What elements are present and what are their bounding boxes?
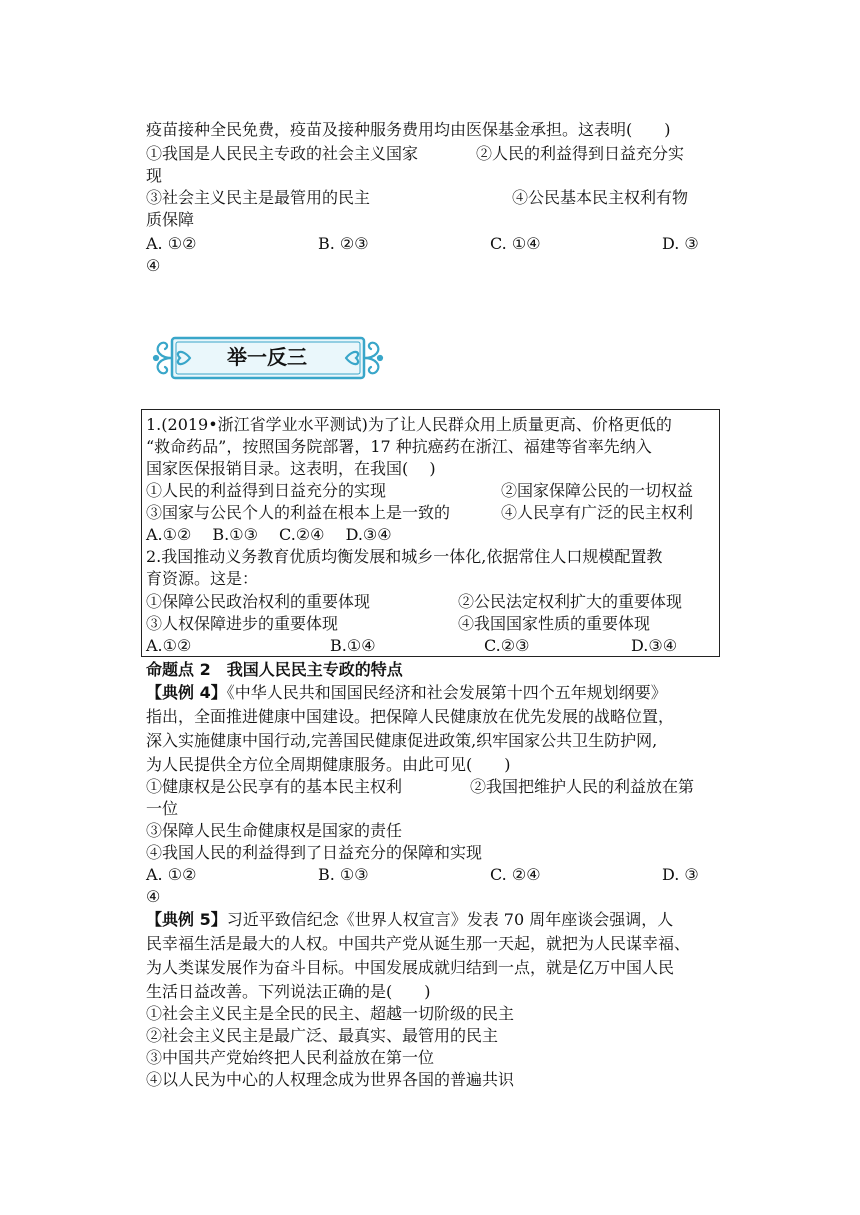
q2-choice-4: ④我国国家性质的重要体现 [458,614,651,633]
q2-choice-2: ②公民法定权利扩大的重要体现 [458,592,683,611]
option-a: A. ①② [146,234,197,253]
choice-4: ④公民基本民主权利有物 [512,188,689,207]
choice-4-wrap: 质保障 [146,210,195,229]
q2-option-b: B.①④ [330,636,376,655]
q1-choice-1: ①人民的利益得到日益充分的实现 [146,481,387,500]
example-4-option-d: D. ③ [662,865,699,884]
example-4-choice-1: ①健康权是公民享有的基本民主权利 [146,777,403,796]
option-d: D. ③ [662,234,699,253]
q1-options: A.①② B.①③ C.②④ D.③④ [146,525,392,544]
example-4-choice-4: ④我国人民的利益得到了日益充分的保障和实现 [146,843,483,862]
example-4-text: 《中华人民共和国国民经济和社会发展第十四个五年规划纲要》 [226,683,667,702]
q1-choice-3: ③国家与公民个人的利益在根本上是一致的 [146,503,451,522]
example-4-option-b: B. ①③ [318,865,369,884]
example-5-text: 习近平致信纪念《世界人权宣言》发表 70 周年座谈会强调，人 [226,910,674,929]
example-5-choice-3: ③中国共产党始终把人民利益放在第一位 [146,1048,435,1067]
choice-2-wrap: 现 [146,166,163,185]
example-5-first-line [146,909,673,931]
example-5-choice-2: ②社会主义民主是最广泛、最真实、最管用的民主 [146,1026,499,1045]
example-4-line-4: 为人民提供全方位全周期健康服务。由此可见( ) [146,755,511,774]
example-4-choice-2: ②我国把维护人民的利益放在第 [470,777,695,796]
q1-choice-4: ④人民享有广泛的民主权利 [501,503,694,522]
example-4-line-2: 指出，全面推进健康中国建设。把保障人民健康放在优先发展的战略位置， [146,707,675,726]
example-5-line-2: 民幸福生活是最大的人权。中国共产党从诞生那一天起，就把为人民谋幸福、 [146,934,691,953]
q2-option-c: C.②③ [484,636,530,655]
banner-title: 举一反三 [227,345,307,369]
option-c: C. ①④ [490,234,541,253]
example-5-choice-1: ①社会主义民主是全民的民主、超越一切阶级的民主 [146,1004,515,1023]
example-5-label: 【典例 5】 [146,910,227,929]
example-4-option-c: C. ②④ [490,865,541,884]
question-stem: 疫苗接种全民免费，疫苗及接种服务费用均由医保基金承担。这表明( ) [146,120,671,139]
q2-option-d: D.③④ [631,636,678,655]
q1-stem-2: “救命药品”，按照国务院部署，17 种抗癌药在浙江、福建等省率先纳入 [146,437,652,456]
option-d-wrap: ④ [146,256,161,275]
q2-choice-1: ①保障公民政治权利的重要体现 [146,592,371,611]
q1-choice-2: ②国家保障公民的一切权益 [501,481,694,500]
choice-3: ③社会主义民主是最管用的民主 [146,188,371,207]
choice-1: ①我国是人民民主专政的社会主义国家 [146,144,419,163]
example-4-option-d-wrap: ④ [146,887,161,906]
q1-stem-3: 国家医保报销目录。这表明，在我国( ) [146,459,436,478]
q2-stem-2: 育资源。这是： [146,569,259,588]
example-5-line-3: 为人类谋发展作为奋斗目标。中国发展成就归结到一点，就是亿万中国人民 [146,958,675,977]
q2-option-a: A.①② [146,636,192,655]
q2-choice-3: ③人权保障进步的重要体现 [146,614,339,633]
q1-stem-1: 1.(2019•浙江省学业水平测试)为了让人民群众用上质量更高、价格更低的 [146,415,672,434]
example-5-choice-4: ④以人民为中心的人权理念成为世界各国的普遍共识 [146,1070,515,1089]
example-4-option-a: A. ①② [146,865,197,884]
example-4-label: 【典例 4】 [146,683,227,702]
section-title: 命题点 2 我国人民民主专政的特点 [146,660,403,679]
example-5-line-4: 生活日益改善。下列说法正确的是( ) [146,982,431,1001]
example-4-choice-2-wrap: 一位 [146,799,179,818]
choice-2: ②人民的利益得到日益充分实 [476,144,685,163]
example-4-choice-3: ③保障人民生命健康权是国家的责任 [146,821,403,840]
q2-stem-1: 2.我国推动义务教育优质均衡发展和城乡一体化,依据常住人口规模配置教 [146,547,663,566]
example-4-first-line [146,682,667,704]
option-b: B. ②③ [318,234,369,253]
example-4-line-3: 深入实施健康中国行动,完善国民健康促进政策,织牢国家公共卫生防护网, [146,731,658,750]
